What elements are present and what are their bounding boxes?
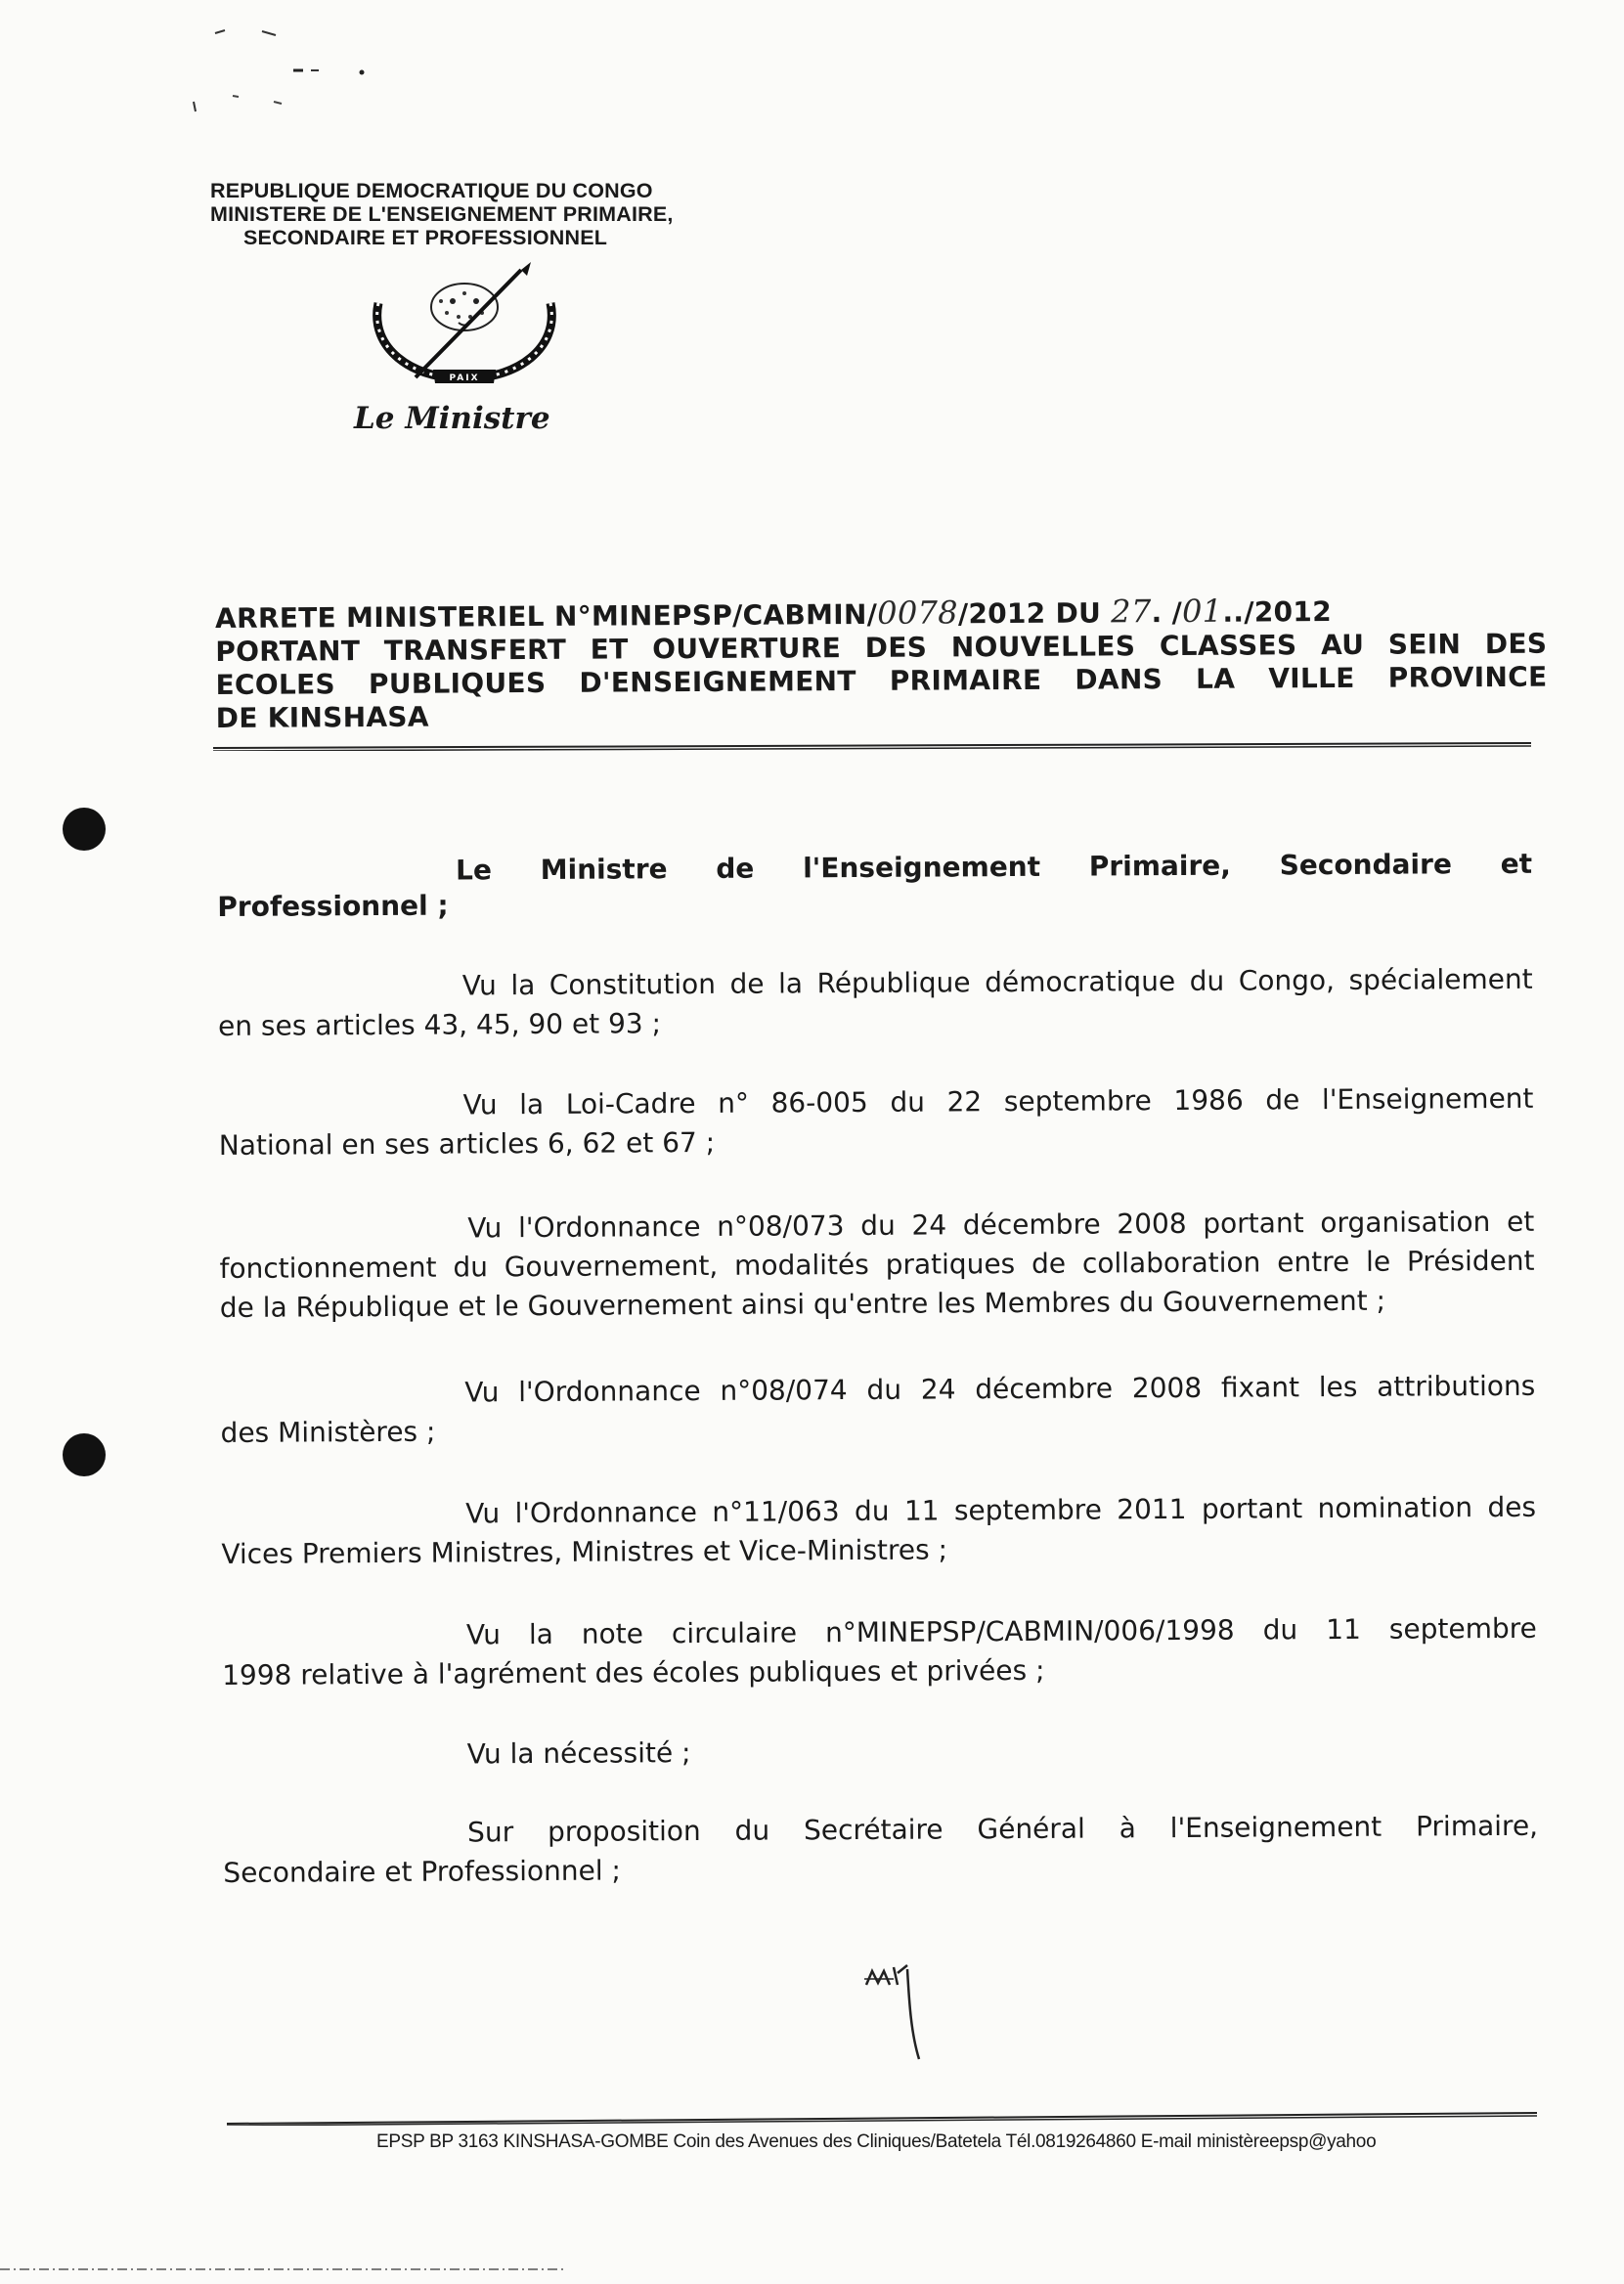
word: les <box>1318 1370 1358 1404</box>
word: LA <box>1196 662 1236 695</box>
word: décembre <box>962 1208 1101 1242</box>
paragraph-minister <box>217 845 1532 927</box>
emblem-motto: PAIX <box>449 373 480 383</box>
paragraph-text: Vu la nécessité ; <box>466 1736 691 1771</box>
word: entre <box>1277 1245 1350 1279</box>
word: 11 <box>1326 1612 1361 1647</box>
word: décembre <box>975 1372 1114 1406</box>
letterhead-ministry: MINISTERE DE L'ENSEIGNEMENT PRIMAIRE, <box>210 202 674 226</box>
word: spécialement <box>1348 962 1533 996</box>
word: la <box>519 1087 545 1121</box>
minister-title: Le Ministre <box>354 401 550 436</box>
word: l'Ordonnance <box>514 1496 698 1530</box>
word: 24 <box>911 1208 947 1242</box>
scan-edge-mark <box>0 2266 587 2272</box>
word: l'Enseignement <box>803 850 1041 885</box>
word: 86-005 <box>770 1085 868 1120</box>
word: Secrétaire <box>803 1813 944 1847</box>
paragraph-tail: des Ministères ; <box>220 1415 436 1449</box>
handwritten-initials-icon <box>851 1955 939 2073</box>
word: Vu <box>461 969 497 1002</box>
word: du <box>453 1251 489 1284</box>
word: TRANSFERT <box>383 633 567 667</box>
word: Vu <box>462 1088 498 1121</box>
word: des <box>1487 1490 1537 1524</box>
word: circulaire <box>671 1616 798 1650</box>
word: de <box>716 852 755 885</box>
letterhead-country: REPUBLIQUE DEMOCRATIQUE DU CONGO <box>210 179 653 202</box>
word: Président <box>1406 1244 1535 1278</box>
title-underline <box>213 741 1531 751</box>
word: Ministre <box>540 853 668 886</box>
handwritten-day: 27 <box>1111 593 1152 631</box>
word: DES <box>1484 627 1548 661</box>
word: fonctionnement <box>219 1251 437 1285</box>
word: PORTANT <box>215 635 361 668</box>
word: Congo, <box>1238 964 1336 997</box>
word: l'Ordonnance <box>518 1374 701 1409</box>
word: la <box>528 1617 553 1651</box>
punch-hole-bottom <box>63 1433 106 1476</box>
word: Primaire, <box>1088 849 1231 883</box>
word: 22 <box>946 1085 983 1119</box>
paragraph-necessite <box>223 1729 1538 1776</box>
word: ET <box>590 633 629 666</box>
word: 24 <box>920 1373 956 1406</box>
word: de <box>1265 1083 1300 1117</box>
word: ECOLES <box>215 668 336 701</box>
word: et <box>1500 847 1533 880</box>
word: septembre <box>1003 1084 1152 1119</box>
word: la <box>510 969 536 1002</box>
word: l'Ordonnance <box>517 1209 701 1245</box>
word: République <box>816 966 971 1000</box>
word: n°MINEPSP/CABMIN/006/1998 <box>824 1613 1235 1649</box>
word: 2008 <box>1117 1207 1187 1241</box>
word: AU <box>1320 628 1365 662</box>
word: la <box>777 967 804 1000</box>
paragraph-tail: Secondaire et Professionnel ; <box>223 1854 622 1889</box>
word: 2008 <box>1131 1371 1203 1405</box>
word: 11 <box>903 1494 940 1527</box>
word: organisation <box>1320 1206 1491 1240</box>
paragraph-ordonnance-074 <box>220 1367 1535 1453</box>
paragraph-tail: Professionnel ; <box>217 889 449 923</box>
word: l'Enseignement <box>1321 1081 1534 1117</box>
word: démocratique <box>985 965 1176 999</box>
word: collaboration <box>1081 1246 1261 1280</box>
word: PUBLIQUES <box>368 666 547 701</box>
word: à <box>1119 1812 1136 1845</box>
word: 2011 <box>1117 1492 1187 1526</box>
word: du <box>734 1814 770 1847</box>
paragraph-tail: en ses articles 43, 45, 90 et 93 ; <box>217 1007 662 1042</box>
word: NOUVELLES <box>950 630 1136 664</box>
handwritten-number: 0078 <box>877 593 958 632</box>
word: et <box>1506 1205 1535 1238</box>
word: du <box>1189 964 1225 997</box>
paragraph-ordonnance-073 <box>219 1203 1535 1328</box>
word: PROVINCE <box>1387 660 1548 694</box>
paragraph-tail: National en ses articles 6, 62 et 67 ; <box>218 1125 716 1162</box>
scan-specks <box>186 20 440 117</box>
word: du <box>890 1085 926 1119</box>
word: l'Enseignement <box>1169 1810 1383 1845</box>
word: portant <box>1203 1207 1304 1240</box>
word: du <box>866 1373 902 1406</box>
decree-title <box>215 593 1548 735</box>
word: du <box>860 1208 896 1242</box>
word: Constitution <box>549 967 717 1001</box>
letterhead <box>210 179 674 249</box>
word: le <box>1366 1245 1391 1278</box>
decree-body <box>217 845 1539 1889</box>
word: DANS <box>1075 663 1163 696</box>
decree-year: /2012 DU <box>957 596 1102 631</box>
footer-rule <box>227 2110 1537 2126</box>
paragraph-loi-cadre <box>218 1079 1533 1165</box>
word: D'ENSEIGNEMENT <box>579 664 856 699</box>
decree-prefix: ARRETE MINISTERIEL N°MINEPSP/CABMIN/ <box>215 597 878 635</box>
paragraph-tail: Vices Premiers Ministres, Ministres et Vice-Ministres ; <box>221 1533 948 1570</box>
word: CLASSES <box>1159 629 1297 663</box>
word: Général <box>977 1812 1085 1846</box>
word: proposition <box>547 1814 701 1848</box>
word: septembre <box>1388 1611 1537 1646</box>
word: Le <box>456 854 493 887</box>
paragraph-note-circulaire <box>222 1609 1537 1695</box>
handwritten-month: 01 <box>1181 592 1223 630</box>
word: n°08/073 <box>717 1209 845 1243</box>
word: attributions <box>1377 1369 1536 1403</box>
decree-separator: . / <box>1151 595 1183 630</box>
word: VILLE <box>1268 661 1355 695</box>
word: Vu <box>467 1211 503 1245</box>
word: Vu <box>465 1618 501 1651</box>
word: Secondaire <box>1279 848 1452 882</box>
decree-title-line4: DE KINSHASA <box>215 700 429 734</box>
word: Vu <box>464 1376 500 1409</box>
word: note <box>581 1617 644 1650</box>
word: n°08/074 <box>720 1374 848 1407</box>
word: septembre <box>953 1493 1102 1527</box>
paragraph-ordonnance-063 <box>221 1488 1536 1574</box>
decree-year-end: ../2012 <box>1222 595 1333 629</box>
punch-hole-top <box>63 808 106 851</box>
letterhead-ministry-cont: SECONDAIRE ET PROFESSIONNEL <box>243 226 608 249</box>
word: portant <box>1201 1492 1303 1525</box>
paragraph-constitution <box>218 960 1533 1046</box>
word: Vu <box>465 1497 501 1530</box>
word: n° <box>718 1086 750 1120</box>
word: Primaire, <box>1415 1809 1539 1843</box>
word: OUVERTURE <box>652 632 842 666</box>
word: modalités <box>734 1248 869 1282</box>
word: SEIN <box>1387 628 1462 661</box>
word: 1986 <box>1173 1083 1244 1118</box>
paragraph-tail: 1998 relative à l'agrément des écoles publiques et privées ; <box>222 1653 1045 1691</box>
paragraph-tail: de la République et le Gouvernement ainsi qu'entre les Membres du Gouvernement ; <box>219 1284 1386 1324</box>
word: pratiques <box>885 1248 1016 1281</box>
footer-address: EPSP BP 3163 KINSHASA-GOMBE Coin des Avenues des Cliniques/Batetela Tél.0819264860 E-mail ministèreepsp@yahoo <box>376 2131 1377 2152</box>
word: nomination <box>1317 1491 1473 1525</box>
word: de <box>1031 1247 1067 1280</box>
word: PRIMAIRE <box>889 663 1042 697</box>
word: Loi-Cadre <box>565 1087 696 1120</box>
word: du <box>854 1494 890 1528</box>
word: DES <box>864 631 928 664</box>
word: de <box>729 967 765 1000</box>
paragraph-proposition <box>223 1807 1538 1893</box>
word: du <box>1262 1613 1298 1647</box>
word: Gouvernement, <box>504 1249 719 1284</box>
word: n°11/063 <box>712 1495 840 1528</box>
word: fixant <box>1220 1371 1300 1404</box>
coat-of-arms-icon <box>357 262 572 399</box>
word: Sur <box>467 1816 514 1849</box>
